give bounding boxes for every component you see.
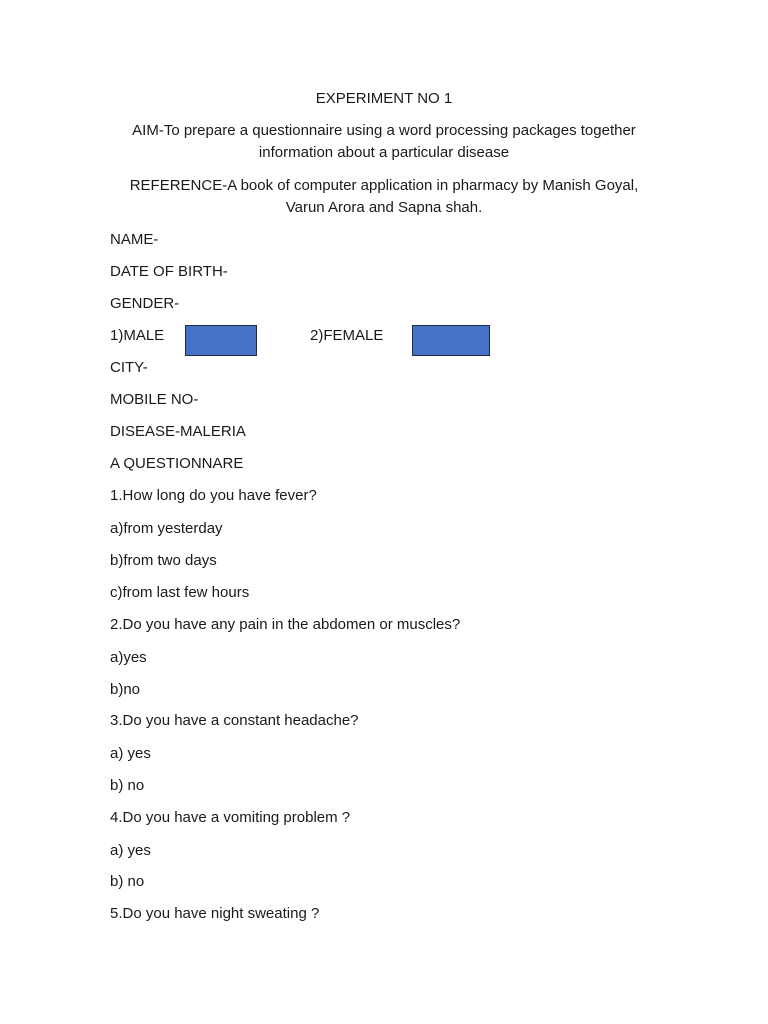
name-label: NAME- (110, 231, 159, 248)
mobile-number-label: MOBILE NO- (110, 391, 199, 408)
question-1-option-b: b)from two days (110, 552, 217, 569)
question-3: 3.Do you have a constant headache? (110, 712, 359, 729)
male-option-label: 1)MALE (110, 327, 165, 344)
question-3-option-a: a) yes (110, 745, 151, 762)
question-2-option-b: b)no (110, 681, 141, 698)
question-3-option-b: b) no (110, 777, 145, 794)
document-title: EXPERIMENT NO 1 (315, 90, 453, 107)
questionnaire-heading: A QUESTIONNARE (110, 455, 244, 472)
city-label: CITY- (110, 359, 148, 376)
question-5: 5.Do you have night sweating ? (110, 905, 320, 922)
disease-label: DISEASE-MALERIA (110, 423, 246, 440)
date-of-birth-label: DATE OF BIRTH- (110, 263, 228, 280)
female-checkbox[interactable] (412, 325, 490, 356)
question-4-option-b: b) no (110, 873, 145, 890)
gender-label: GENDER- (110, 295, 180, 312)
question-1: 1.How long do you have fever? (110, 487, 317, 504)
question-1-option-a: a)from yesterday (110, 520, 223, 537)
question-2: 2.Do you have any pain in the abdomen or muscles? (110, 616, 461, 633)
question-1-option-c: c)from last few hours (110, 584, 250, 601)
aim-line-2: information about a particular disease (258, 144, 510, 161)
aim-line-1: AIM-To prepare a questionnaire using a word processing packages together (132, 122, 636, 139)
question-4: 4.Do you have a vomiting problem ? (110, 809, 351, 826)
female-option-label: 2)FEMALE (310, 327, 384, 344)
male-checkbox[interactable] (185, 325, 257, 356)
reference-line-2: Varun Arora and Sapna shah. (285, 199, 483, 216)
question-2-option-a: a)yes (110, 649, 147, 666)
reference-line-1: REFERENCE-A book of computer application in pharmacy by Manish Goyal, (129, 177, 639, 194)
question-4-option-a: a) yes (110, 842, 151, 859)
